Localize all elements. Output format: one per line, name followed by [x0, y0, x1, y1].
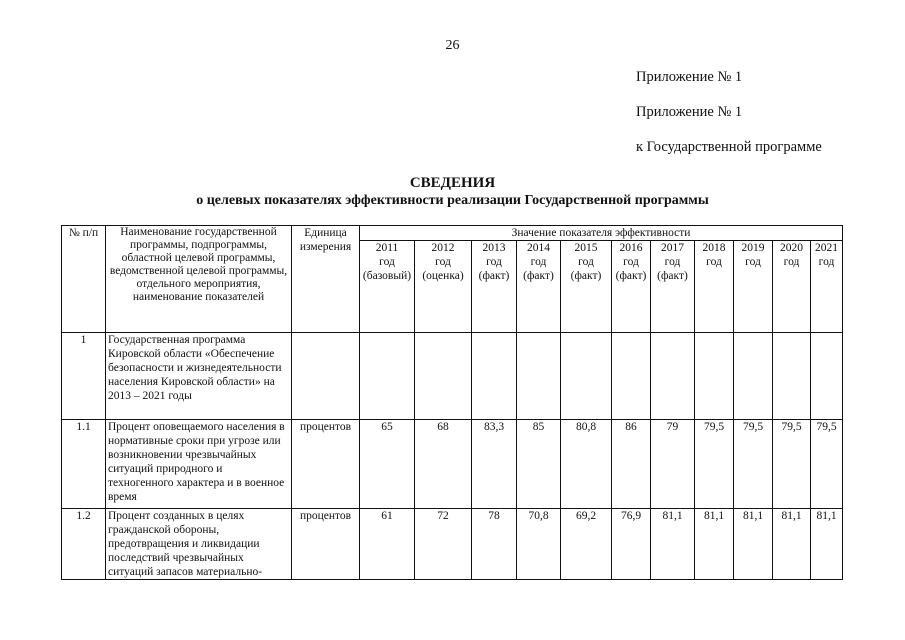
- row-value: 61: [360, 509, 415, 580]
- header-year-col: 2018 год: [695, 241, 734, 333]
- row-name: Процент оповещаемого населения в нормативные сроки при угрозе или возникновении чрезвычайных ситуаций природного и техногенного характера и в военное время: [106, 420, 292, 509]
- row-value: [561, 333, 612, 420]
- header-unit: Единица измерения: [292, 226, 360, 333]
- row-num: 1.1: [62, 420, 106, 509]
- header-year-col: 2015 год (факт): [561, 241, 612, 333]
- row-value: [517, 333, 561, 420]
- appendix-line-3: к Государственной программе: [636, 139, 822, 155]
- header-year-col: 2014 год (факт): [517, 241, 561, 333]
- table-row: [62, 509, 843, 580]
- row-value: 70,8: [517, 509, 561, 580]
- row-value: [415, 333, 472, 420]
- row-value: 86: [612, 420, 651, 509]
- row-value: 83,3: [472, 420, 517, 509]
- header-year-col: 2013 год (факт): [472, 241, 517, 333]
- page-number: 26: [445, 38, 460, 53]
- row-unit: [292, 333, 360, 420]
- row-value: 79,5: [811, 420, 843, 509]
- row-name: Процент созданных в целях гражданской обороны, предотвращения и ликвидации последствий чрезвычайных ситуаций запасов материально-: [106, 509, 292, 580]
- table-header-row: [62, 226, 843, 241]
- row-unit: процентов: [292, 509, 360, 580]
- header-year-col: 2011 год (базовый): [360, 241, 415, 333]
- table-row: [62, 420, 843, 509]
- row-value: 76,9: [612, 509, 651, 580]
- indicators-table: [61, 225, 843, 580]
- row-value: 81,1: [773, 509, 811, 580]
- row-unit: процентов: [292, 420, 360, 509]
- row-value: 69,2: [561, 509, 612, 580]
- appendix-line-2: Приложение № 1: [636, 104, 743, 120]
- row-value: 65: [360, 420, 415, 509]
- row-num: 1.2: [62, 509, 106, 580]
- row-value: 81,1: [695, 509, 734, 580]
- row-value: 79,5: [695, 420, 734, 509]
- row-value: [734, 333, 773, 420]
- row-value: [773, 333, 811, 420]
- row-value: [651, 333, 695, 420]
- row-value: 68: [415, 420, 472, 509]
- row-value: 80,8: [561, 420, 612, 509]
- row-value: [811, 333, 843, 420]
- header-year-col: 2021 год: [811, 241, 843, 333]
- row-value: [695, 333, 734, 420]
- row-value: 81,1: [811, 509, 843, 580]
- row-value: [612, 333, 651, 420]
- row-value: 78: [472, 509, 517, 580]
- table-row: [62, 333, 843, 420]
- header-name: Наименование государственной программы, подпрограммы, областной целевой программы, ведомственной целевой программы, отдельного мероприятия, наименование показателей: [106, 226, 292, 333]
- header-year-col: 2012 год (оценка): [415, 241, 472, 333]
- row-num: 1: [62, 333, 106, 420]
- header-year-col: 2017 год (факт): [651, 241, 695, 333]
- document-title: СВЕДЕНИЯ: [409, 175, 496, 191]
- appendix-line-1: Приложение № 1: [636, 69, 743, 85]
- row-value: 79,5: [773, 420, 811, 509]
- row-value: 79,5: [734, 420, 773, 509]
- row-value: 85: [517, 420, 561, 509]
- row-value: [472, 333, 517, 420]
- header-num: № п/п: [62, 226, 106, 333]
- row-value: 81,1: [651, 509, 695, 580]
- header-year-col: 2016 год (факт): [612, 241, 651, 333]
- row-value: 81,1: [734, 509, 773, 580]
- row-value: 79: [651, 420, 695, 509]
- header-year-col: 2020 год: [773, 241, 811, 333]
- document-subtitle: о целевых показателях эффективности реализации Государственной программы: [196, 193, 709, 208]
- header-year-col: 2019 год: [734, 241, 773, 333]
- header-values-group: Значение показателя эффективности: [360, 226, 843, 241]
- row-name: Государственная программа Кировской области «Обеспечение безопасности и жизнедеятельности населения Кировской области» на 2013 – 2021 годы: [106, 333, 292, 420]
- row-value: [360, 333, 415, 420]
- row-value: 72: [415, 509, 472, 580]
